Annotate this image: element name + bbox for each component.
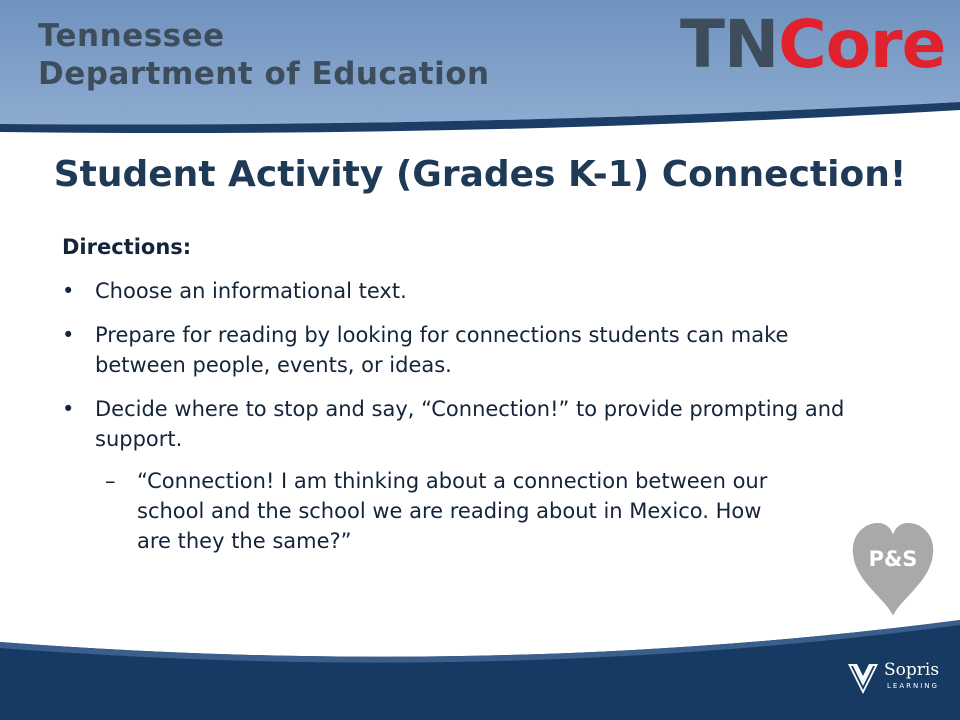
sopris-logo-icon [846, 660, 880, 698]
list-item-text: Prepare for reading by looking for connections students can make between people, events, or ideas. [95, 323, 789, 377]
sopris-wordmark: Sopris [884, 660, 940, 680]
list-item [62, 276, 862, 306]
bullet-icon: • [62, 323, 75, 347]
list-item-text: Decide where to stop and say, “Connection!” to provide prompting and support. [95, 397, 845, 451]
tncore-logo-tn: TN [680, 6, 779, 83]
ps-badge-text: P&S [868, 547, 918, 571]
dash-icon: – [105, 469, 116, 493]
bullet-icon: • [62, 279, 75, 303]
sub-list-item [62, 466, 797, 556]
org-name-line-2: Department of Education [38, 56, 490, 92]
sopris-wordmark-sub: LEARNING [887, 682, 939, 690]
directions-heading: Directions: [62, 235, 192, 259]
slide-title: Student Activity (Grades K-1) Connection! [53, 154, 907, 195]
bullet-icon: • [62, 397, 75, 421]
footer-banner [0, 620, 960, 720]
list-item [62, 394, 862, 454]
tncore-logo-core: Core [778, 6, 946, 83]
tncore-logo [680, 6, 946, 83]
list-item-text: Choose an informational text. [95, 279, 407, 303]
heart-icon [848, 520, 938, 620]
sub-list-item-text: “Connection! I am thinking about a connection between our school and the school we are reading about in Mexico. How are they the same?” [137, 469, 768, 553]
org-name-line-1: Tennessee [38, 18, 225, 54]
list-item [62, 320, 862, 380]
directions-content [62, 232, 862, 556]
